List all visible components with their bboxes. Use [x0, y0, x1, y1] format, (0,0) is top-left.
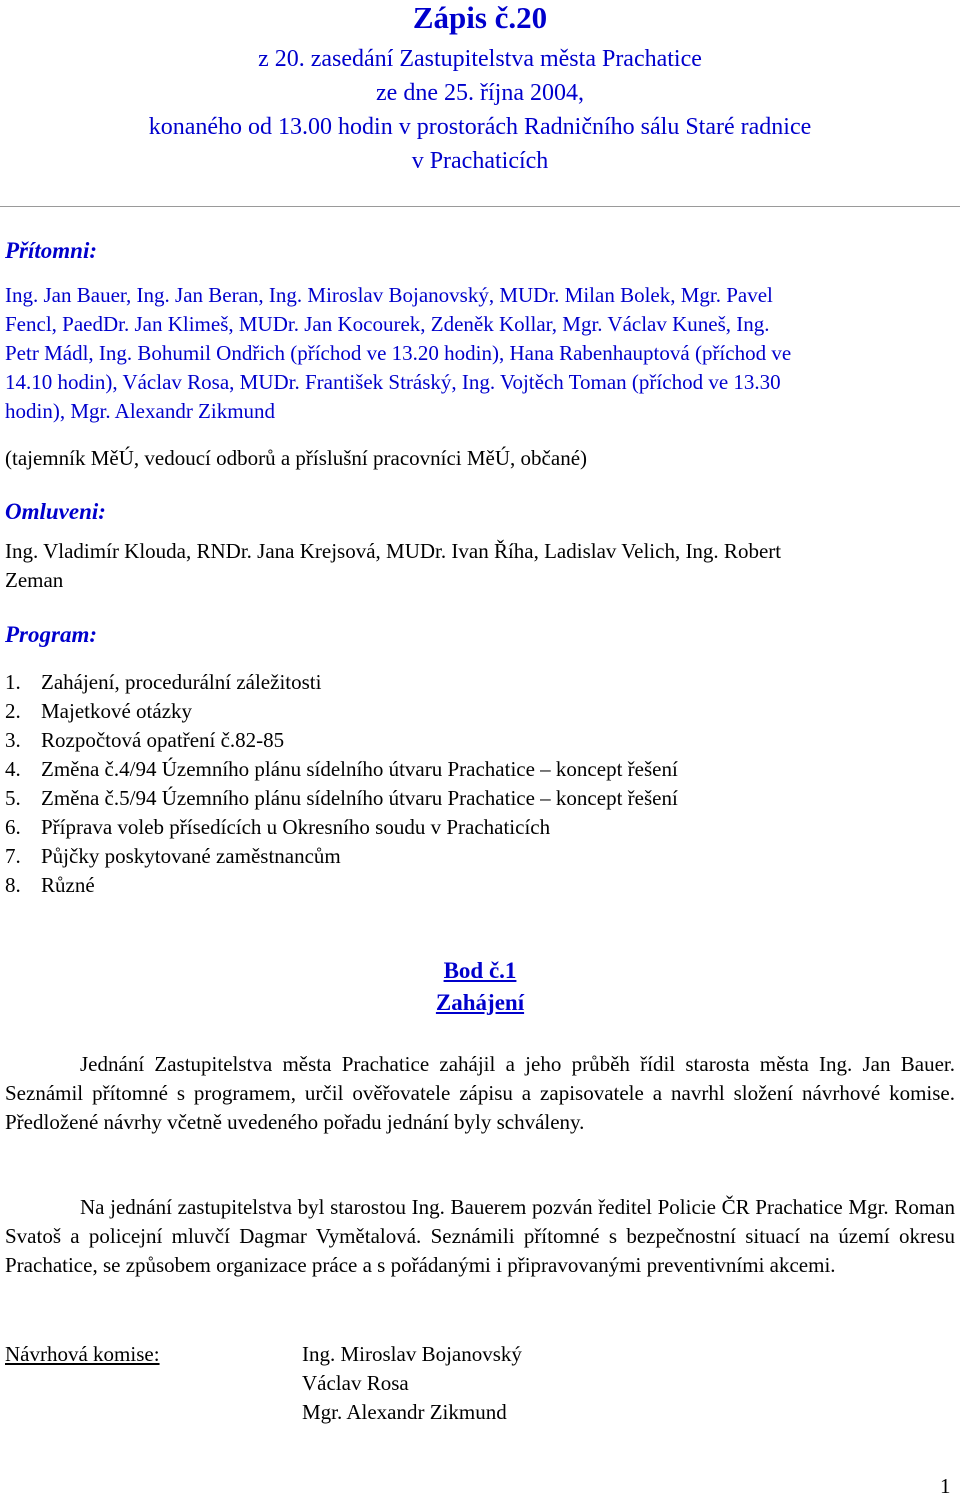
point-paragraph-2 [5, 1193, 955, 1280]
program-item [5, 668, 678, 697]
point-heading: Bod č.1 [443, 958, 517, 983]
subtitle-line-3: konaného od 13.00 hodin v prostorách Radničního sálu Staré radnice [148, 114, 812, 140]
program-item-number: 6. [5, 815, 21, 839]
program-item-number: 3. [5, 728, 21, 752]
committee-label: Návrhová komise: [5, 1342, 160, 1366]
program-item-number: 4. [5, 757, 21, 781]
point-subheading: Zahájení [435, 990, 525, 1015]
excused-line: Ing. Vladimír Klouda, RNDr. Jana Krejsová, MUDr. Ivan Říha, Ladislav Velich, Ing. Robert [5, 539, 782, 563]
paragraph-text: Jednání Zastupitelstva města Prachatice zahájil a jeho průběh řídil starosta města Ing. Jan Bauer. Seznámil přítomné s programem, určil ověřovatele zápisu a zapisovatele a navrhl složení návrhové komise. Předložené návrhy včetně uvedeného pořadu jednání byly schváleny. [5, 1052, 955, 1134]
program-item [5, 726, 678, 755]
program-item-text: Změna č.5/94 Územního plánu sídelního útvaru Prachatice – koncept řešení [41, 786, 678, 810]
page-number: 1 [940, 1474, 951, 1498]
program-item [5, 813, 678, 842]
excused-line: Zeman [5, 568, 64, 592]
header-divider [0, 206, 960, 207]
program-item-number: 7. [5, 844, 21, 868]
present-line: hodin), Mgr. Alexandr Zikmund [5, 399, 276, 423]
program-item-text: Rozpočtová opatření č.82-85 [41, 728, 285, 752]
program-item-number: 1. [5, 670, 21, 694]
program-item [5, 755, 678, 784]
program-item-text: Zahájení, procedurální záležitosti [41, 670, 322, 694]
program-item-text: Různé [41, 873, 95, 897]
document-title: Zápis č.20 [412, 0, 548, 35]
program-item-text: Příprava voleb přísedících u Okresního soudu v Prachaticích [41, 815, 551, 839]
program-item-number: 2. [5, 699, 21, 723]
present-line: 14.10 hodin), Václav Rosa, MUDr. František Stráský, Ing. Vojtěch Toman (příchod ve 13.30 [5, 370, 781, 394]
program-item [5, 784, 678, 813]
program-item [5, 697, 678, 726]
program-list [5, 668, 678, 900]
subtitle-line-4: v Prachaticích [411, 148, 549, 174]
present-line: Petr Mádl, Ing. Bohumil Ondřich (příchod ve 13.20 hodin), Hana Rabenhauptová (příchod ve [5, 341, 792, 365]
committee-member: Václav Rosa [302, 1371, 409, 1395]
subtitle-line-1: z 20. zasedání Zastupitelstva města Prachatice [258, 46, 702, 72]
committee-member: Mgr. Alexandr Zikmund [302, 1400, 507, 1424]
program-heading: Program: [5, 622, 97, 647]
present-line: Ing. Jan Bauer, Ing. Jan Beran, Ing. Miroslav Bojanovský, MUDr. Milan Bolek, Mgr. Pavel [5, 283, 773, 307]
program-item [5, 871, 678, 900]
present-line: Fencl, PaedDr. Jan Klimeš, MUDr. Jan Kocourek, Zdeněk Kollar, Mgr. Václav Kuneš, Ing. [5, 312, 770, 336]
program-item-text: Půjčky poskytované zaměstnancům [41, 844, 341, 868]
present-note: (tajemník MěÚ, vedoucí odborů a příslušní pracovníci MěÚ, občané) [5, 446, 588, 470]
subtitle-line-2: ze dne 25. října 2004, [376, 80, 584, 106]
committee-member: Ing. Miroslav Bojanovský [302, 1342, 522, 1366]
program-item [5, 842, 678, 871]
program-item-number: 5. [5, 786, 21, 810]
present-heading: Přítomni: [5, 238, 98, 263]
paragraph-text: Na jednání zastupitelstva byl starostou Ing. Bauerem pozván ředitel Policie ČR Prachatice Mgr. Roman Svatoš a policejní mluvčí Dagmar Vymětalová. Seznámili přítomné s bezpečnostní situací na území okresu Prachatice, se způsobem organizace práce a s pořádanými i připravovanými preventivními akcemi. [5, 1195, 955, 1277]
program-item-text: Majetkové otázky [41, 699, 193, 723]
point-paragraph-1 [5, 1050, 955, 1137]
program-item-number: 8. [5, 873, 21, 897]
program-item-text: Změna č.4/94 Územního plánu sídelního útvaru Prachatice – koncept řešení [41, 757, 678, 781]
excused-heading: Omluveni: [5, 499, 106, 524]
